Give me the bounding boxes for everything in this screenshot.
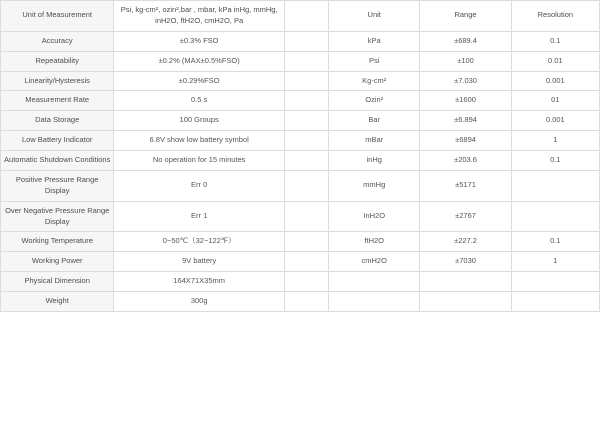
cell-parameter: Unit of Measurement <box>1 1 114 32</box>
cell-resolution: 0.001 <box>511 71 599 91</box>
table-row <box>1 170 600 201</box>
cell-resolution: 0.001 <box>511 111 599 131</box>
cell-parameter: Measurement Rate <box>1 91 114 111</box>
cell-spacer <box>284 292 328 312</box>
cell-resolution: 01 <box>511 91 599 111</box>
cell-spacer <box>284 201 328 232</box>
cell-range: ±6.894 <box>420 111 511 131</box>
cell-value: ±0.2% (MAX±0.5%FSO) <box>114 51 285 71</box>
cell-parameter: Working Temperature <box>1 232 114 252</box>
cell-resolution: Resolution <box>511 1 599 32</box>
cell-value: 9V battery <box>114 252 285 272</box>
cell-unit: Psi <box>329 51 420 71</box>
cell-spacer <box>284 151 328 171</box>
cell-spacer <box>284 131 328 151</box>
cell-unit <box>329 292 420 312</box>
cell-parameter: Low Battery Indicator <box>1 131 114 151</box>
cell-range <box>420 272 511 292</box>
table-row <box>1 272 600 292</box>
table-row <box>1 131 600 151</box>
cell-unit: mmHg <box>329 170 420 201</box>
cell-value: 164X71X35mm <box>114 272 285 292</box>
cell-parameter: Weight <box>1 292 114 312</box>
cell-spacer <box>284 51 328 71</box>
cell-spacer <box>284 1 328 32</box>
cell-unit: ftH2O <box>329 232 420 252</box>
cell-unit: cmH2O <box>329 252 420 272</box>
cell-resolution: 1 <box>511 252 599 272</box>
cell-range: ±6894 <box>420 131 511 151</box>
cell-resolution <box>511 292 599 312</box>
cell-range: ±203.6 <box>420 151 511 171</box>
cell-range: ±5171 <box>420 170 511 201</box>
cell-parameter: Working Power <box>1 252 114 272</box>
cell-parameter: Physical Dimension <box>1 272 114 292</box>
cell-parameter: Linearity/Hysteresis <box>1 71 114 91</box>
cell-spacer <box>284 111 328 131</box>
cell-parameter: Data Storage <box>1 111 114 131</box>
table-row <box>1 91 600 111</box>
cell-spacer <box>284 170 328 201</box>
table-row <box>1 71 600 91</box>
cell-value: No operation for 15 minutes <box>114 151 285 171</box>
table-row <box>1 51 600 71</box>
cell-spacer <box>284 31 328 51</box>
cell-spacer <box>284 272 328 292</box>
cell-spacer <box>284 232 328 252</box>
cell-value: Err 1 <box>114 201 285 232</box>
cell-range: ±7030 <box>420 252 511 272</box>
cell-parameter: Automatic Shutdown Conditions <box>1 151 114 171</box>
cell-parameter: Repeatability <box>1 51 114 71</box>
cell-value: 100 Groups <box>114 111 285 131</box>
cell-parameter: Over Negative Pressure Range Display <box>1 201 114 232</box>
cell-unit: InH2O <box>329 201 420 232</box>
cell-range <box>420 292 511 312</box>
cell-range: ±2767 <box>420 201 511 232</box>
cell-resolution <box>511 272 599 292</box>
cell-spacer <box>284 252 328 272</box>
cell-spacer <box>284 71 328 91</box>
cell-resolution: 1 <box>511 131 599 151</box>
cell-value: 0.5 s <box>114 91 285 111</box>
cell-unit: Ozin² <box>329 91 420 111</box>
table-row <box>1 201 600 232</box>
cell-range: ±7.030 <box>420 71 511 91</box>
cell-unit: Unit <box>329 1 420 32</box>
cell-resolution: 0.01 <box>511 51 599 71</box>
cell-resolution <box>511 170 599 201</box>
cell-unit: inHg <box>329 151 420 171</box>
cell-range: ±1600 <box>420 91 511 111</box>
cell-value: Err 0 <box>114 170 285 201</box>
cell-unit: Kg-cm² <box>329 71 420 91</box>
cell-value: 6.8V show low battery symbol <box>114 131 285 151</box>
cell-unit: Bar <box>329 111 420 131</box>
cell-value: Psi, kg-cm², ozin²,bar , mbar, kPa inHg, mmHg, inH2O, ftH2O, cmH2O, Pa <box>114 1 285 32</box>
table-row <box>1 1 600 32</box>
cell-unit <box>329 272 420 292</box>
table-row <box>1 292 600 312</box>
cell-range: Range <box>420 1 511 32</box>
cell-value: 300g <box>114 292 285 312</box>
table-row <box>1 151 600 171</box>
table-row <box>1 31 600 51</box>
cell-resolution: 0.1 <box>511 232 599 252</box>
table-row <box>1 111 600 131</box>
cell-unit: mBar <box>329 131 420 151</box>
cell-unit: kPa <box>329 31 420 51</box>
cell-range: ±227.2 <box>420 232 511 252</box>
cell-resolution: 0.1 <box>511 31 599 51</box>
table-row <box>1 232 600 252</box>
cell-resolution <box>511 201 599 232</box>
cell-parameter: Positive Pressure Range Display <box>1 170 114 201</box>
cell-range: ±689.4 <box>420 31 511 51</box>
cell-value: 0~50℃（32~122℉） <box>114 232 285 252</box>
cell-parameter: Accuracy <box>1 31 114 51</box>
table-row <box>1 252 600 272</box>
cell-range: ±100 <box>420 51 511 71</box>
table-body <box>1 1 600 312</box>
cell-value: ±0.3% FSO <box>114 31 285 51</box>
cell-value: ±0.29%FSO <box>114 71 285 91</box>
cell-resolution: 0.1 <box>511 151 599 171</box>
cell-spacer <box>284 91 328 111</box>
